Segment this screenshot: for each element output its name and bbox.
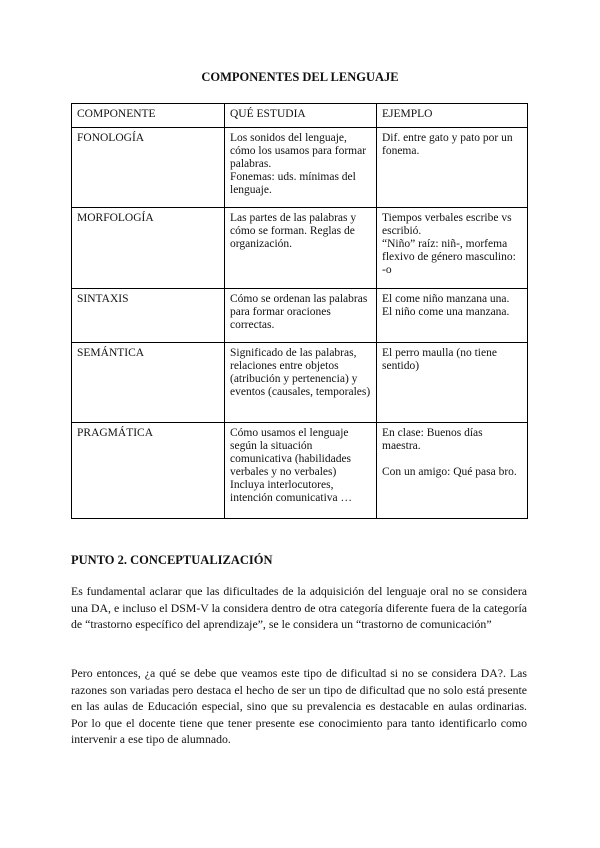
table-row (72, 423, 528, 519)
row-studies: Los sonidos del lenguaje, cómo los usamos para formar palabras. Fonemas: uds. mínimas del lenguaje. (225, 128, 377, 208)
row-component: SEMÁNTICA (72, 343, 225, 423)
language-components-table (71, 103, 528, 519)
row-example-part: En clase: Buenos días maestra. (382, 427, 483, 452)
body-paragraph: Pero entonces, ¿a qué se debe que veamos este tipo de dificultad si no se considera DA?. Las razones son variadas pero destaca el hecho de ser un tipo de dificultad que no solo está presente en las aulas de Educación especial, sino que su prevalencia es destacable en aulas ordinarias. Por lo que el docente tiene que tener presente ese conocimiento para tanto identificarlo como intervenir a ese tipo de alumnado. (71, 666, 527, 746)
row-studies: Cómo usamos el lenguaje según la situación comunicativa (habilidades verbales y no verbales) Incluya interlocutores, intención comunicativa … (225, 423, 377, 519)
row-component: FONOLOGÍA (72, 128, 225, 208)
section-title: PUNTO 2. CONCEPTUALIZACIÓN (71, 553, 273, 567)
row-example: Dif. entre gato y pato por un fonema. (377, 128, 528, 208)
document-title: COMPONENTES DEL LENGUAJE (201, 70, 399, 84)
table-row (72, 289, 528, 343)
row-example-part: Con un amigo: Qué pasa bro. (382, 466, 517, 478)
row-example (377, 423, 528, 519)
header-studies: QUÉ ESTUDIA (225, 104, 377, 128)
row-component: SINTAXIS (72, 289, 225, 343)
table-row (72, 208, 528, 289)
row-example: El come niño manzana una. El niño come una manzana. (377, 289, 528, 343)
row-studies: Significado de las palabras, relaciones entre objetos (atribución y pertenencia) y eventos (causales, temporales) (225, 343, 377, 423)
header-example: EJEMPLO (377, 104, 528, 128)
body-paragraph: Es fundamental aclarar que las dificultades de la adquisición del lenguaje oral no se considera una DA, e incluso el DSM-V la considera dentro de otra categoría diferente fuera de la categoría de “trastorno específico del aprendizaje”, se le considera un “trastorno de comunicación” (71, 584, 527, 631)
row-component: MORFOLOGÍA (72, 208, 225, 289)
row-component: PRAGMÁTICA (72, 423, 225, 519)
row-example: Tiempos verbales escribe vs escribió. “Niño” raíz: niñ-, morfema flexivo de género masculino: -o (377, 208, 528, 289)
table-row (72, 343, 528, 423)
table-row (72, 128, 528, 208)
row-studies: Cómo se ordenan las palabras para formar oraciones correctas. (225, 289, 377, 343)
row-studies: Las partes de las palabras y cómo se forman. Reglas de organización. (225, 208, 377, 289)
row-example: El perro maulla (no tiene sentido) (377, 343, 528, 423)
table-header-row (72, 104, 528, 128)
header-component: COMPONENTE (72, 104, 225, 128)
